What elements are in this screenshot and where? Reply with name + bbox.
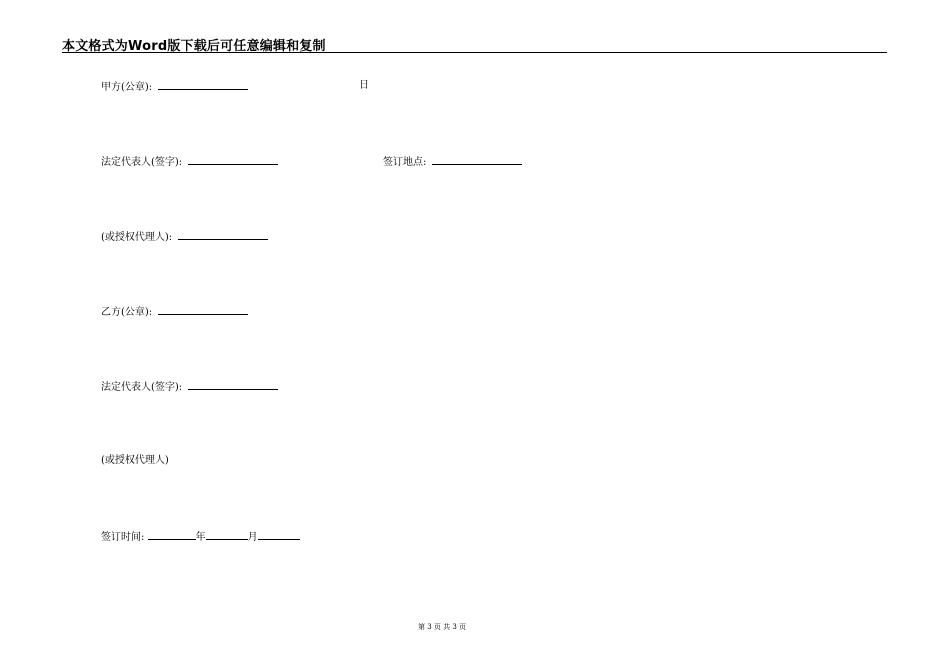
header-divider: [62, 52, 887, 53]
sign-place-row: [383, 154, 522, 170]
sign-month-blank[interactable]: [206, 529, 248, 540]
document-header-title: 本文格式为Word版下载后可任意编辑和复制: [62, 39, 326, 54]
legal-rep-a-row: [101, 154, 278, 170]
day-label: 日: [359, 80, 369, 91]
sign-time-label: 签订时间:: [101, 532, 145, 543]
authorized-b-label: (或授权代理人): [101, 455, 169, 466]
sign-place-label: 签订地点:: [383, 157, 427, 168]
authorized-a-blank[interactable]: [178, 229, 268, 240]
authorized-a-label: (或授权代理人):: [101, 232, 173, 243]
sign-time-row: [101, 529, 300, 545]
legal-rep-a-blank[interactable]: [188, 154, 278, 165]
sign-year-blank[interactable]: [148, 529, 196, 540]
legal-rep-a-label: 法定代表人(签字):: [101, 157, 183, 168]
sign-place-blank[interactable]: [432, 154, 522, 165]
year-label: 年: [195, 532, 206, 543]
party-b-label: 乙方(公章):: [101, 307, 153, 318]
party-a-seal-blank[interactable]: [158, 79, 248, 90]
legal-rep-b-row: [101, 379, 278, 395]
month-label: 月: [247, 532, 258, 543]
authorized-b-row: [101, 454, 169, 468]
party-a-row: [101, 79, 248, 95]
legal-rep-b-label: 法定代表人(签字):: [101, 382, 183, 393]
authorized-a-row: [101, 229, 268, 245]
party-b-seal-blank[interactable]: [158, 304, 248, 315]
party-b-row: [101, 304, 248, 320]
legal-rep-b-blank[interactable]: [188, 379, 278, 390]
sign-day-blank[interactable]: [258, 529, 300, 540]
page-number-footer: 第 3 页 共 3 页: [417, 623, 467, 631]
party-a-label: 甲方(公章):: [101, 82, 153, 93]
